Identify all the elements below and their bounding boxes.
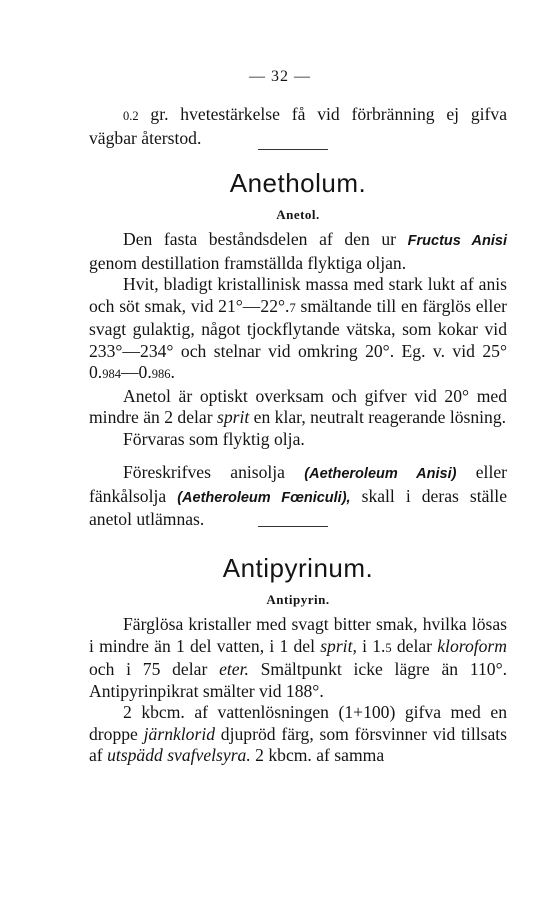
anetholum-body — [89, 229, 507, 531]
intro-amount: 0.2 — [123, 109, 139, 123]
anetholum-paragraph-4: Förvaras som flyktig olja. — [123, 428, 305, 449]
antipyrinum-paragraph-2: 2 kbcm. af vattenlösningen (1+100) gifva med en droppe järnklorid djupröd färg, som försvinner vid tillsats af utspädd svafvelsyra. 2 kbcm. af samma — [89, 702, 507, 765]
anetholum-paragraph-2: Hvit, bladigt kristallinisk massa med stark lukt af anis och söt smak, vid 21°—22°.7 smältande till en färglös eller svagt gulaktig, något tjockflytande vätska, som kokar vid 233°—234° och stelnar vid omkring 20°. Eg. v. vid 25° 0.984—0.986. — [89, 274, 507, 382]
anetholum-paragraph-1: Den fasta beståndsdelen af den ur Fructus Anisi genom destillation framställda flyktiga oljan. — [89, 229, 507, 273]
latin-term: (Aetheroleum Fœniculi), — [177, 489, 351, 506]
antipyrinum-body — [89, 614, 507, 767]
reagent-term: sprit — [217, 407, 250, 427]
antipyrinum-paragraph-1: Färglösa kristaller med svagt bitter smak, hvilka lösas i mindre än 1 del vatten, i 1 del sprit, i 1.5 delar kloroform och i 75 delar eter. Smältpunkt icke lägre än 110°. Antipyrinpikrat smälter vid 188°. — [89, 614, 508, 701]
intro-text: gr. hvetestärkelse få vid förbränning ej gifva vägbar återstod. — [89, 104, 507, 148]
intro-paragraph — [89, 104, 507, 149]
section-divider — [258, 149, 328, 150]
section-title-anetholum: Anetholum. — [229, 168, 367, 198]
section-subtitle-anetol: Anetol. — [276, 207, 320, 222]
latin-term: (Aetheroleum Anisi) — [304, 466, 457, 482]
page-number: — 32 — — [249, 68, 311, 85]
section-title-antipyrinum: Antipyrinum. — [222, 553, 374, 583]
anetholum-paragraph-5: Föreskrifves anisolja (Aetheroleum Anisi) eller fänkålsolja (Aetheroleum Fœniculi), skall i deras ställe anetol utlämnas. — [89, 462, 507, 529]
anetholum-paragraph-3: Anetol är optiskt overksam och gifver vid 20° med mindre än 2 delar sprit en klar, neutralt reagerande lösning. — [89, 385, 507, 427]
section-divider — [258, 526, 328, 527]
section-subtitle-antipyrin: Antipyrin. — [266, 592, 330, 607]
latin-term: Fructus Anisi — [407, 233, 507, 249]
